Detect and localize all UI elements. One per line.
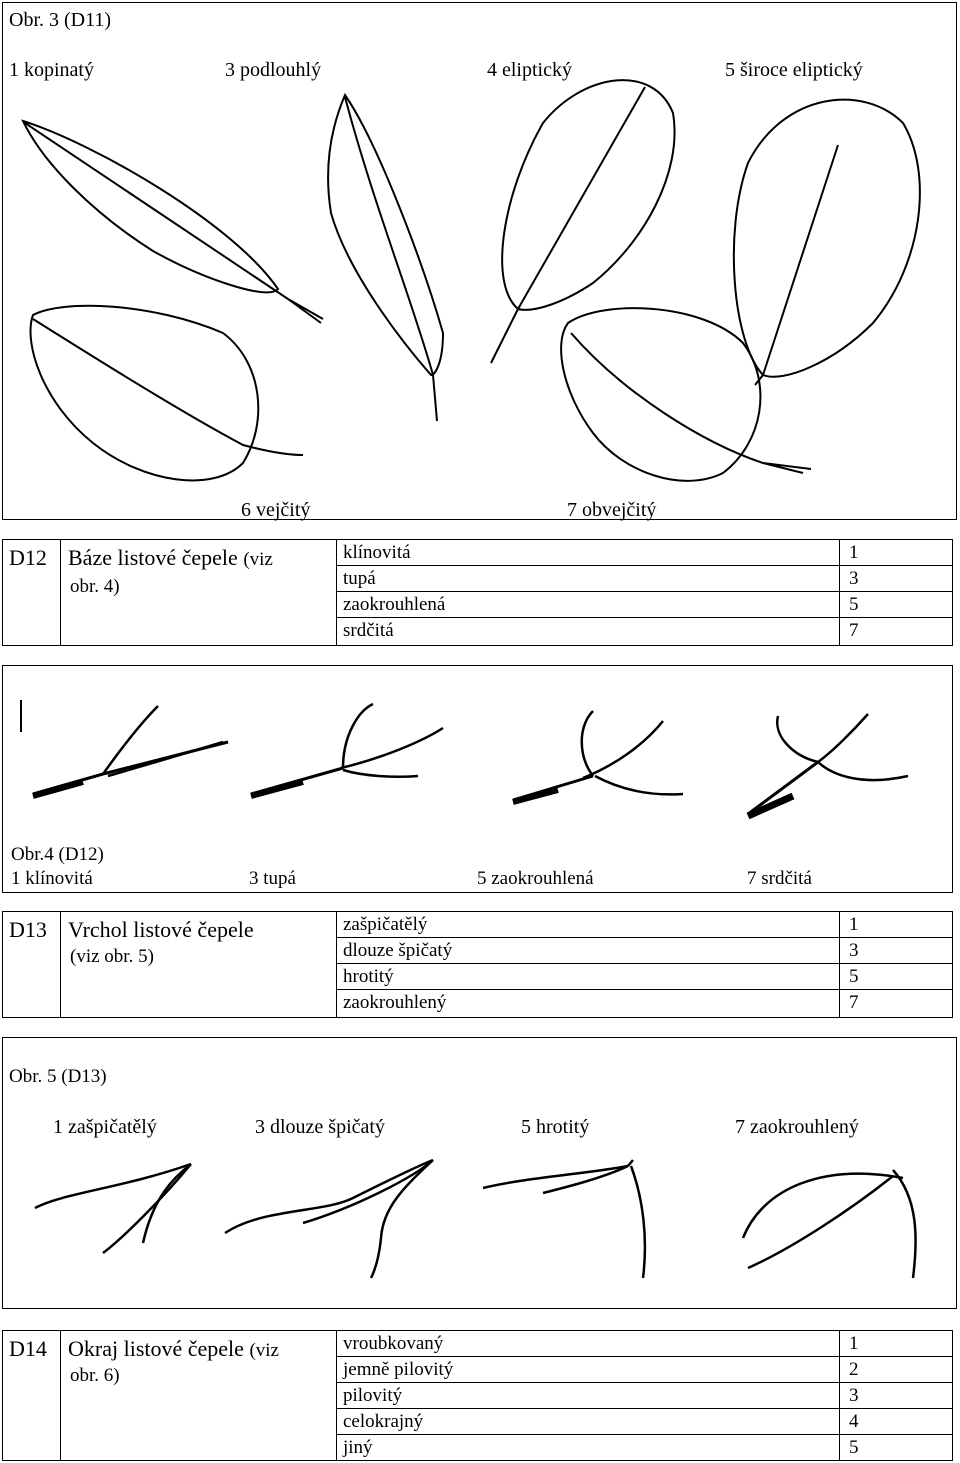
answer-option[interactable]: jemně pilovitý 2 [337,1357,953,1383]
answer-option[interactable]: celokrajný 4 [337,1409,953,1435]
leaf-lanceolate [23,121,323,323]
answer-option[interactable]: jiný 5 [343,1437,859,1458]
question-d12 [2,539,953,646]
figure-obr4 [2,665,953,893]
leaf-base-label: 7 srdčitá [747,868,812,889]
leaf-shapes-drawing [3,3,958,521]
leaf-base-label: 1 klínovitá [11,868,93,889]
answer-option[interactable]: zašpičatělý 1 [337,912,953,938]
answer-option[interactable]: zaokrouhlená 5 [337,592,953,618]
leaf-shape-label: 4 eliptický [487,59,572,81]
answer-option[interactable]: klínovitá 1 [337,540,953,566]
figure-title: Obr. 5 (D13) [9,1066,107,1087]
leaf-base-label: 3 tupá [249,868,296,889]
leaf-base-cordate [748,714,908,816]
leaf-base-label: 5 zaokrouhlená [477,868,594,889]
question-text: Báze listové čepele (viz [68,545,273,570]
question-code: D14 [9,1336,47,1361]
question-text-line2: (viz obr. 5) [70,946,154,967]
question-code: D12 [9,545,47,570]
figure-obr3 [2,2,957,520]
answer-option[interactable]: vroubkovaný 1 [337,1331,953,1357]
question-text-line2: obr. 6) [70,1365,120,1386]
figure-obr5 [2,1037,957,1309]
leaf-base-obtuse [251,704,443,796]
leaf-ovate [31,306,304,481]
question-text: Vrchol listové čepele [68,917,254,942]
answer-option[interactable]: pilovitý 3 [337,1383,953,1409]
leaf-apex-drawing [3,1038,958,1310]
leaf-shape-label: 7 obvejčitý [567,499,657,521]
leaf-broad-elliptic [734,100,920,385]
leaf-apex-acuminate [35,1164,191,1253]
answer-option[interactable]: hrotitý 5 [337,964,953,990]
leaf-shape-label: 3 podlouhlý [225,59,322,81]
figure-title: Obr. 3 (D11) [9,9,112,31]
figure-title: Obr.4 (D12) [11,844,104,865]
leaf-oblong [328,95,443,421]
leaf-apex-long-acuminate [225,1160,433,1278]
leaf-apex-label: 7 zaokrouhlený [735,1116,859,1138]
answer-option[interactable]: zaokrouhlený 7 [343,992,859,1013]
leaf-apex-label: 1 zašpičatělý [53,1116,157,1138]
question-d13 [2,911,953,1018]
leaf-apex-label: 3 dlouze špičatý [255,1116,385,1138]
leaf-apex-mucronate [483,1160,645,1278]
leaf-elliptic [491,80,675,363]
question-d14 [2,1330,953,1461]
leaf-apex-label: 5 hrotitý [521,1116,590,1138]
question-code: D13 [9,917,47,942]
leaf-shape-label: 5 široce eliptický [725,59,863,81]
question-text-line2: obr. 4) [70,576,120,597]
leaf-base-rounded [513,711,683,802]
answer-option[interactable]: dlouze špičatý 3 [337,938,953,964]
leaf-shape-label: 6 vejčitý [241,499,311,521]
leaf-obovate [561,308,811,481]
leaf-base-drawing [3,666,954,894]
leaf-apex-rounded [743,1170,916,1278]
leaf-shape-label: 1 kopinatý [9,59,94,81]
answer-option[interactable]: srdčitá 7 [343,620,859,641]
question-text: Okraj listové čepele (viz [68,1336,279,1361]
answer-option[interactable]: tupá 3 [337,566,953,592]
leaf-base-cuneate [33,706,228,796]
